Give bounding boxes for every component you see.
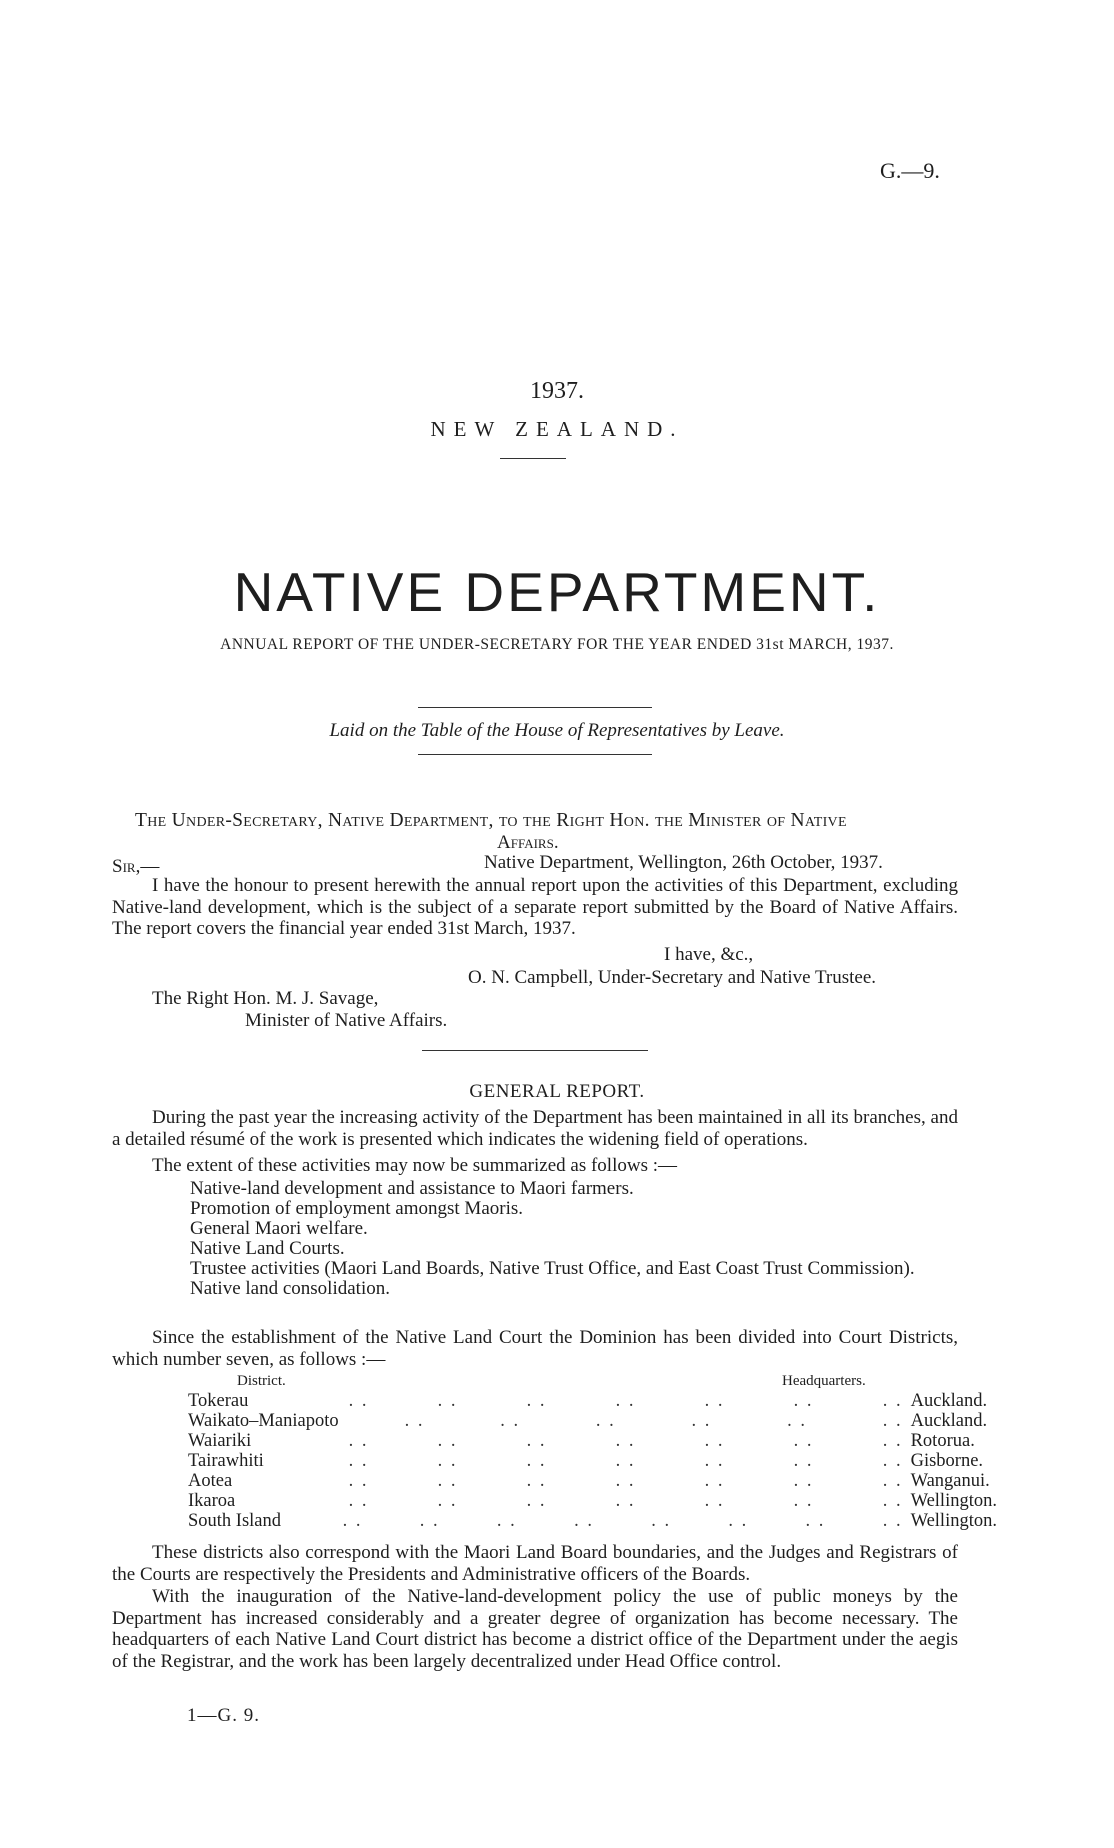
district-headquarters: Rotorua. xyxy=(910,1431,975,1451)
leader-dots: . . . . . . . . . . . . xyxy=(404,1411,903,1431)
table-row xyxy=(188,1411,997,1431)
letter-recipient: The Right Hon. M. J. Savage, xyxy=(152,988,379,1009)
list-item-text: Trustee activities (Maori Land Boards, Native Trust Office, and East Coast Trust Commission). xyxy=(190,1258,915,1279)
leader-dots: . . . . . . . . . . . . . . xyxy=(348,1391,903,1411)
district-headquarters: Wanganui. xyxy=(910,1471,990,1491)
general-report-para-5: With the inauguration of the Native-land-development policy the use of public moneys by the Department has increased considerably and a greater degree of organization has become necessary. The headquarters of each Native Land Court district has become a district office of the Department under the aegis of the Registrar, and the work has been largely decentralized under Head Office control. xyxy=(112,1586,958,1672)
district-headquarters: Wellington. xyxy=(910,1491,997,1511)
general-report-para-2: The extent of these activities may now be summarized as follows :— xyxy=(152,1155,677,1176)
letter-address-line: The Under-Secretary, Native Department, to the Right Hon. the Minister of Native xyxy=(135,810,847,831)
title-divider xyxy=(500,458,566,459)
district-name: Tairawhiti xyxy=(188,1451,264,1471)
laid-note: Laid on the Table of the House of Representatives by Leave. xyxy=(329,720,785,741)
list-item: Native land consolidation. xyxy=(190,1278,390,1299)
leader-dots: . . . . . . . . . . . . . . xyxy=(348,1471,903,1491)
table-row xyxy=(188,1431,997,1451)
leader-dots: . . . . . . . . . . . . . . xyxy=(348,1491,903,1511)
list-item: Native Land Courts. xyxy=(190,1238,345,1259)
table-row xyxy=(188,1451,997,1471)
district-name: Ikaroa xyxy=(188,1491,236,1511)
table-header-headquarters: Headquarters. xyxy=(782,1373,866,1389)
leader-dots: . . . . . . . . . . . . . . xyxy=(348,1451,903,1471)
laid-rule-bottom xyxy=(418,754,652,755)
table-header-district: District. xyxy=(237,1373,286,1389)
table-row xyxy=(188,1391,997,1411)
general-report-para-4: These districts also correspond with the Maori Land Board boundaries, and the Judges and Registrars of the Courts are respectively the Presidents and Administrative officers of the Boards. xyxy=(112,1542,958,1585)
table-row xyxy=(188,1471,997,1491)
leader-dots: . . . . . . . . . . . . . . xyxy=(348,1431,903,1451)
letter-address-line-2: Affairs. xyxy=(497,832,559,853)
district-name: Aotea xyxy=(188,1471,233,1491)
general-report-heading: GENERAL REPORT. xyxy=(469,1081,645,1102)
leader-dots: . . . . . . . . . . . . . . . . xyxy=(342,1511,903,1531)
list-item: General Maori welfare. xyxy=(190,1218,368,1239)
report-year: 1937. xyxy=(530,378,584,404)
country-heading: NEW ZEALAND. xyxy=(430,417,684,441)
department-title: NATIVE DEPARTMENT. xyxy=(233,561,881,623)
list-item xyxy=(190,1259,958,1279)
general-report-para-3: Since the establishment of the Native Land Court the Dominion has been divided into Court Districts, which number seven, as follows :— xyxy=(112,1327,958,1370)
list-item: Promotion of employment amongst Maoris. xyxy=(190,1198,524,1219)
district-name: Waikato–Maniapoto xyxy=(188,1411,339,1431)
table-row xyxy=(188,1511,997,1531)
district-headquarters: Gisborne. xyxy=(910,1451,984,1471)
district-headquarters: Wellington. xyxy=(910,1511,997,1531)
general-report-para-1: During the past year the increasing activity of the Department has been maintained in all its branches, and a detailed résumé of the work is presented which indicates the widening field of operations. xyxy=(112,1107,958,1150)
letter-body: I have the honour to present herewith the annual report upon the activities of this Department, excluding Native-land development, which is the subject of a separate report submitted by the Board of Native Affairs. The report covers the financial year ended 31st March, 1937. xyxy=(112,875,958,939)
district-headquarters: Auckland. xyxy=(910,1411,988,1431)
district-headquarters: Auckland. xyxy=(910,1391,988,1411)
list-item: Native-land development and assistance to Maori farmers. xyxy=(190,1178,634,1199)
letter-recipient-title: Minister of Native Affairs. xyxy=(245,1010,448,1031)
district-name: Waiariki xyxy=(188,1431,252,1451)
districts-table xyxy=(188,1391,997,1531)
district-name: Tokerau xyxy=(188,1391,249,1411)
letter-signature: O. N. Campbell, Under-Secretary and Native Trustee. xyxy=(468,967,877,988)
letter-place-date: Native Department, Wellington, 26th October, 1937. xyxy=(484,852,883,873)
footer-signature-mark: 1—G. 9. xyxy=(187,1705,260,1726)
page-reference: G.—9. xyxy=(880,158,940,183)
section-divider xyxy=(422,1050,648,1051)
district-name: South Island xyxy=(188,1511,282,1531)
activities-list xyxy=(190,1179,958,1299)
letter-closing: I have, &c., xyxy=(664,944,754,965)
report-subtitle: ANNUAL REPORT OF THE UNDER-SECRETARY FOR THE YEAR ENDED 31st MARCH, 1937. xyxy=(220,636,894,653)
table-row xyxy=(188,1491,997,1511)
laid-rule-top xyxy=(418,707,652,708)
letter-salutation: Sir,— xyxy=(112,856,160,877)
